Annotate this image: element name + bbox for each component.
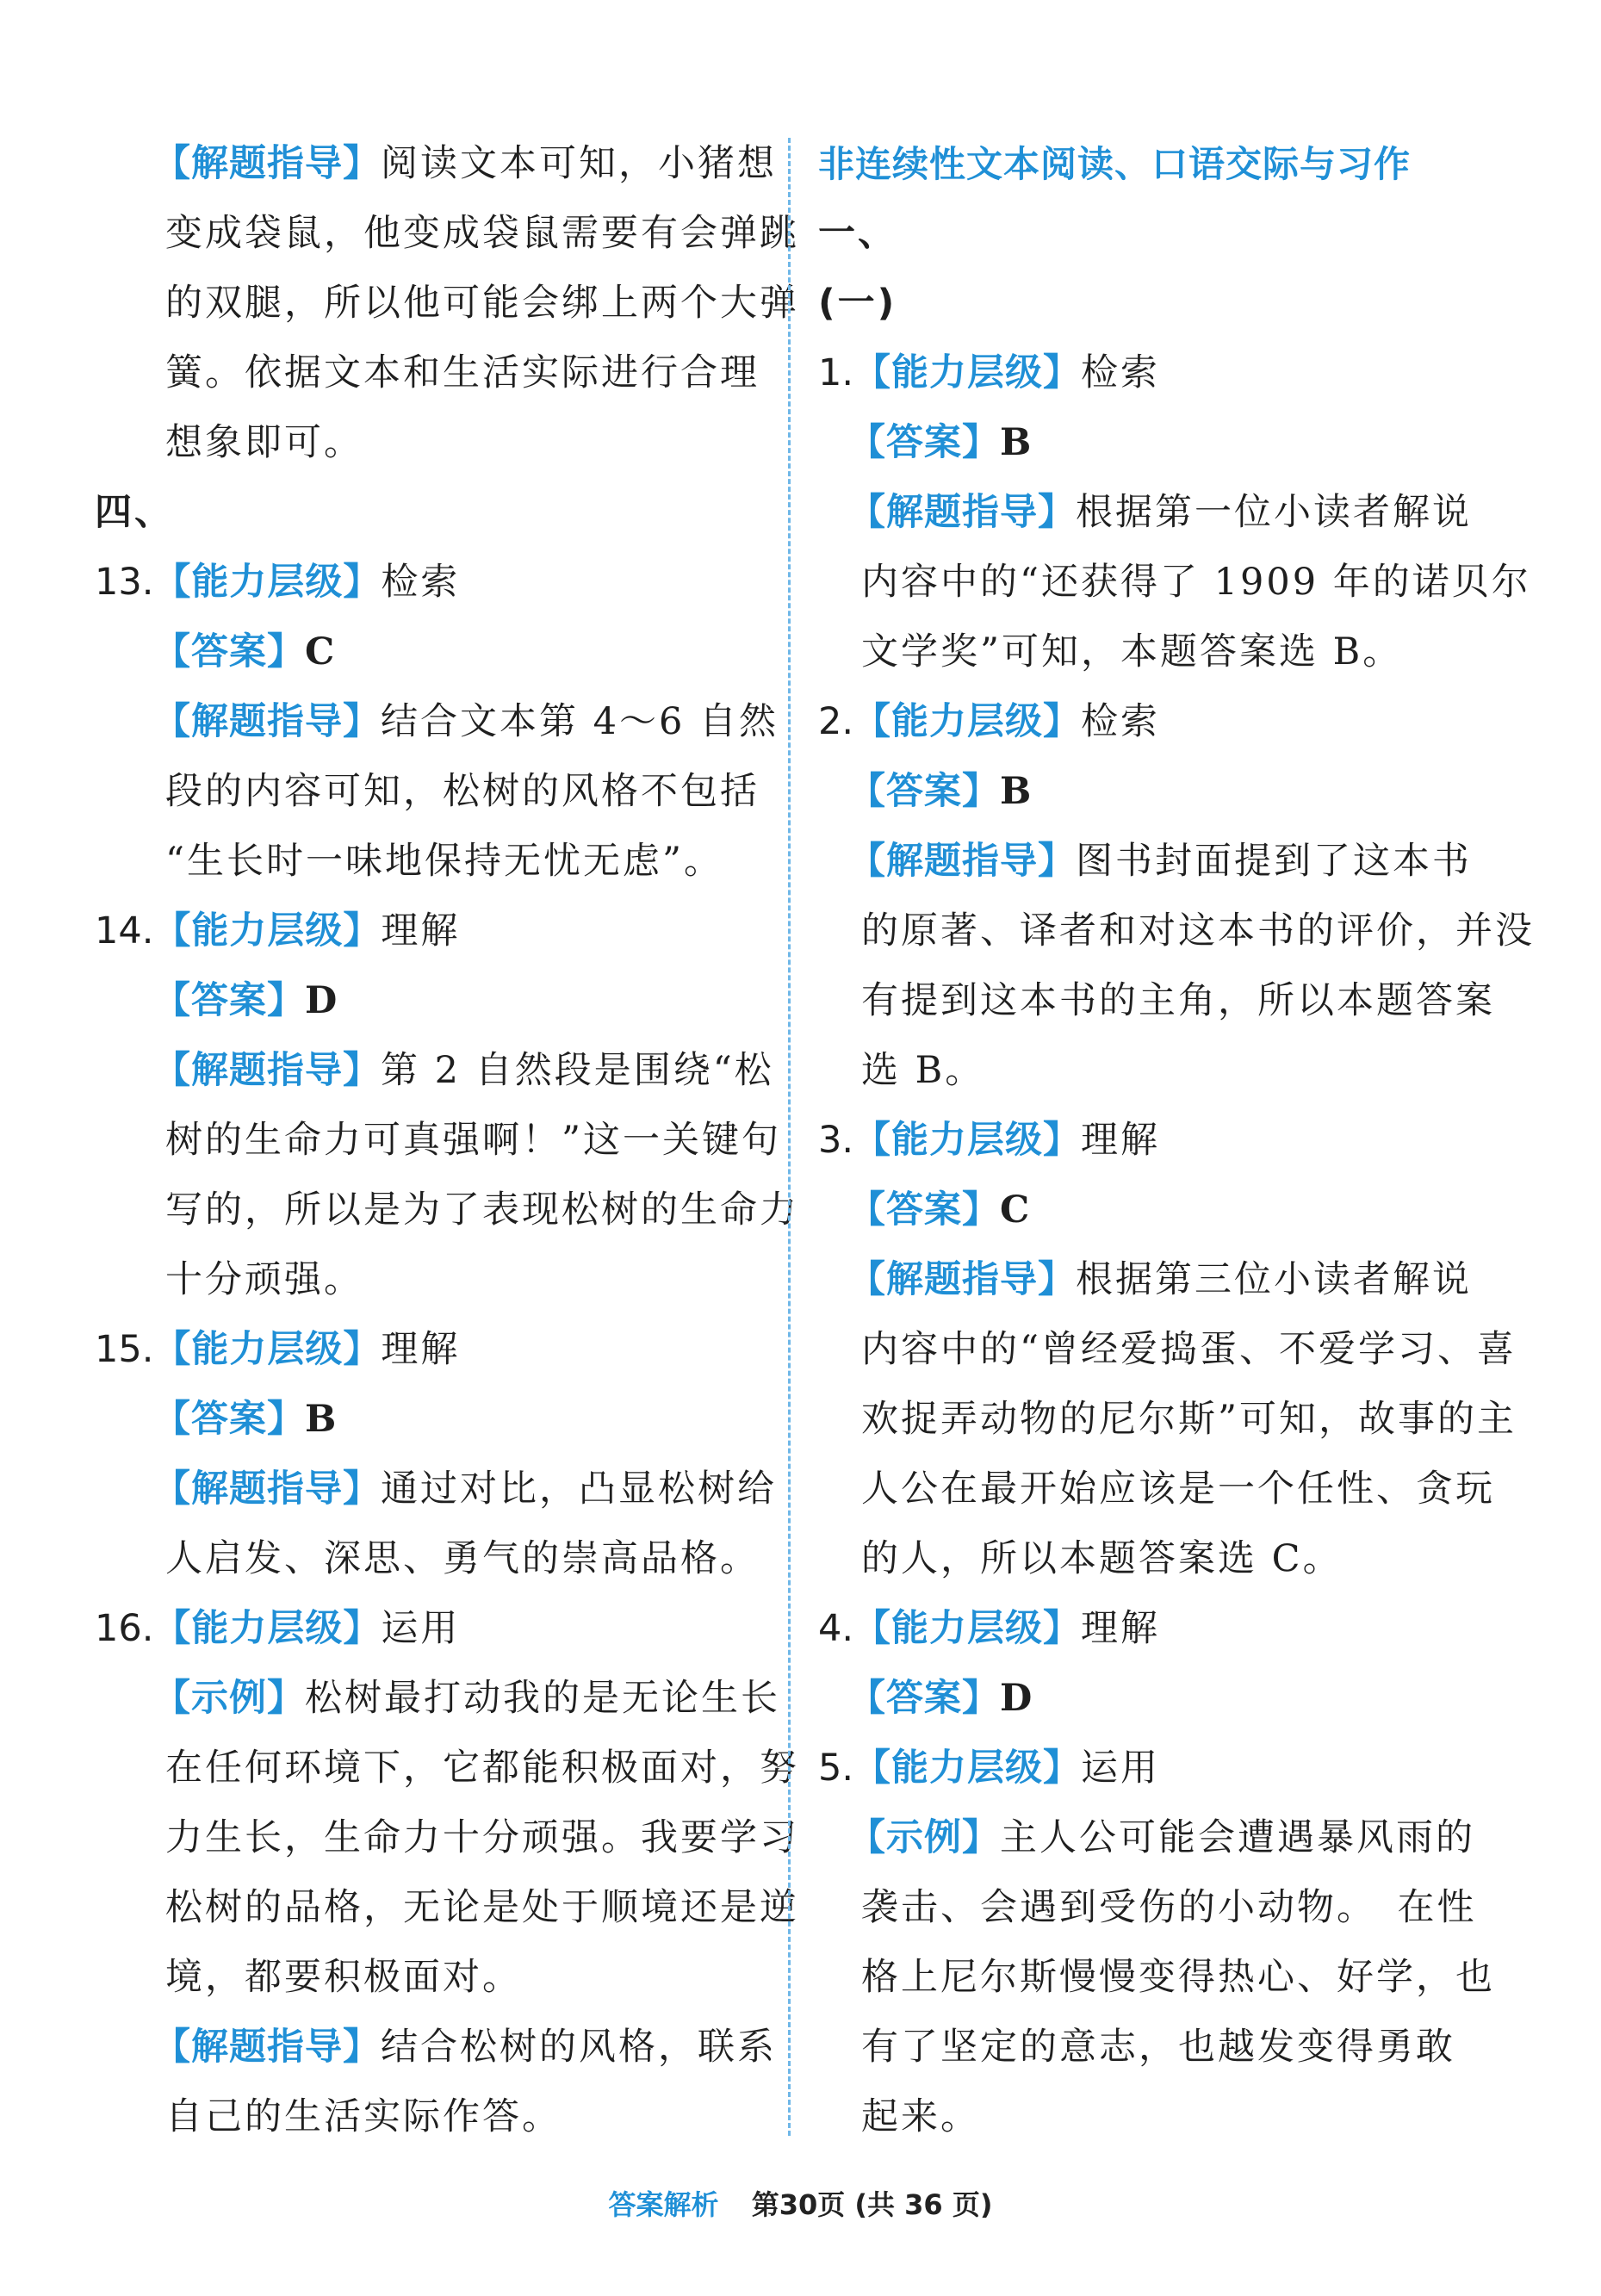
body-text: 袭击、会遇到受伤的小动物。 在性 xyxy=(861,1886,1477,1929)
body-text: 松树的品格，无论是处于顺境还是逆 xyxy=(165,1886,799,1929)
label-tag: 【答案】 xyxy=(153,979,305,1022)
body-text: 结合文本第 4～6 自然 xyxy=(381,700,779,743)
body-text: 在任何环境下，它都能积极面对，努 xyxy=(165,1747,799,1790)
question-number: 4. xyxy=(818,1607,854,1650)
label-tag: 【能力层级】 xyxy=(853,1747,1082,1790)
body-text: 欢捉弄动物的尼尔斯”可知，故事的主 xyxy=(861,1398,1517,1441)
text-line xyxy=(818,1036,1473,1106)
question-number: 5. xyxy=(818,1747,854,1790)
label-tag: 【答案】 xyxy=(848,1188,1000,1232)
body-text: 结合松树的风格，联系 xyxy=(381,2026,777,2069)
text-line xyxy=(818,1455,1495,1524)
body-text: 运用 xyxy=(1081,1747,1161,1790)
heading-text: 一、 xyxy=(818,212,897,255)
text-line xyxy=(95,2013,777,2082)
section-heading xyxy=(95,478,766,548)
heading-text: 四、 xyxy=(95,491,174,534)
text-line xyxy=(95,199,799,269)
text-line xyxy=(95,2082,766,2152)
body-text: 检索 xyxy=(1081,700,1161,743)
text-line xyxy=(95,1315,766,1385)
text-line xyxy=(818,338,1473,408)
answer-letter: C xyxy=(1000,1188,1033,1232)
body-text: 图书封面提到了这本书 xyxy=(1076,840,1472,883)
body-text: 检索 xyxy=(1081,351,1161,394)
text-line xyxy=(818,1664,1473,1734)
answer-letter: D xyxy=(305,979,340,1022)
body-text: 运用 xyxy=(381,1607,461,1650)
text-line xyxy=(818,1245,1473,1315)
text-line xyxy=(818,617,1473,687)
text-line xyxy=(95,897,766,966)
text-line xyxy=(95,1106,781,1176)
label-tag: 【答案】 xyxy=(848,421,1000,464)
label-tag: 【能力层级】 xyxy=(153,1607,382,1650)
label-tag: 【解题指导】 xyxy=(848,1258,1076,1301)
text-line xyxy=(818,1873,1477,1943)
text-line xyxy=(95,408,766,478)
body-text: 理解 xyxy=(381,1328,461,1371)
text-line xyxy=(818,687,1473,757)
answer-letter: B xyxy=(1000,421,1034,464)
text-line xyxy=(95,757,766,827)
text-line xyxy=(95,129,777,199)
label-tag: 【答案】 xyxy=(153,630,305,673)
label-tag: 【解题指导】 xyxy=(153,1049,381,1092)
question-number: 13. xyxy=(95,561,154,604)
label-tag: 【解题指导】 xyxy=(848,840,1076,883)
body-text: 通过对比，凸显松树给 xyxy=(381,1468,777,1511)
label-tag: 【解题指导】 xyxy=(153,2026,381,2069)
text-line xyxy=(95,1594,766,1664)
label-tag: 【能力层级】 xyxy=(853,700,1082,743)
text-line xyxy=(95,1664,780,1734)
label-tag: 【答案】 xyxy=(153,1398,305,1441)
right-column xyxy=(818,129,1535,2152)
text-line xyxy=(95,1036,774,1106)
label-tag: 【能力层级】 xyxy=(853,351,1082,394)
body-text: 人启发、深思、勇气的崇高品格。 xyxy=(165,1537,760,1580)
text-line xyxy=(818,1803,1473,1873)
label-tag: 【能力层级】 xyxy=(153,561,382,604)
text-line xyxy=(818,1385,1517,1455)
section-title xyxy=(818,129,1473,199)
answer-letter: B xyxy=(305,1398,339,1441)
body-text: 变成袋鼠，他变成袋鼠需要有会弹跳 xyxy=(165,212,799,255)
text-line xyxy=(95,617,766,687)
body-text: 理解 xyxy=(1081,1119,1161,1162)
body-text: 阅读文本可知，小猪想 xyxy=(381,142,777,185)
text-line xyxy=(95,338,766,408)
page-number: 第30页 (共 36 页) xyxy=(751,2188,993,2221)
question-number: 16. xyxy=(95,1607,154,1650)
text-line xyxy=(95,827,766,897)
body-text: 文学奖”可知，本题答案选 B。 xyxy=(861,630,1403,673)
body-text: 根据第三位小读者解说 xyxy=(1076,1258,1472,1301)
section-title-text: 非连续性文本阅读、口语交际与习作 xyxy=(818,143,1412,185)
column-divider xyxy=(788,138,791,2136)
body-text: 起来。 xyxy=(861,2095,980,2138)
body-text: 根据第一位小读者解说 xyxy=(1076,491,1472,534)
body-text: 境，都要积极面对。 xyxy=(165,1956,522,1999)
text-line xyxy=(818,1315,1517,1385)
text-line xyxy=(818,1106,1473,1176)
body-text: 力生长，生命力十分顽强。我要学习 xyxy=(165,1816,799,1859)
label-tag: 【能力层级】 xyxy=(153,909,382,953)
body-text: 十分顽强。 xyxy=(165,1258,363,1301)
label-tag: 【答案】 xyxy=(848,1677,1000,1720)
answer-letter: B xyxy=(1000,770,1034,813)
body-text: 松树最打动我的是无论生长 xyxy=(305,1677,780,1720)
label-tag: 【示例】 xyxy=(153,1677,305,1720)
body-text: 段的内容可知，松树的风格不包括 xyxy=(165,770,760,813)
text-line xyxy=(95,1245,766,1315)
text-line xyxy=(818,2082,1473,2152)
section-heading xyxy=(818,199,1473,269)
text-line xyxy=(818,827,1473,897)
text-line xyxy=(95,1455,777,1524)
body-text: 内容中的“还获得了 1909 年的诺贝尔 xyxy=(861,561,1531,604)
body-text: 想象即可。 xyxy=(165,421,363,464)
page-footer xyxy=(0,2183,1601,2223)
text-line xyxy=(818,478,1473,548)
label-tag: 【解题指导】 xyxy=(153,142,381,185)
body-text: 内容中的“曾经爱捣蛋、不爱学习、喜 xyxy=(861,1328,1517,1371)
text-line xyxy=(95,548,766,617)
body-text: 的原著、译者和对这本书的评价，并没 xyxy=(861,909,1535,953)
question-number: 14. xyxy=(95,909,154,953)
answer-letter: D xyxy=(1000,1677,1035,1720)
text-line xyxy=(818,1524,1473,1594)
body-text: 的双腿，所以他可能会绑上两个大弹 xyxy=(165,282,799,325)
text-line xyxy=(95,687,779,757)
label-tag: 【能力层级】 xyxy=(153,1328,382,1371)
text-line xyxy=(95,1943,766,2013)
text-line xyxy=(818,548,1531,617)
body-text: 簧。依据文本和生活实际进行合理 xyxy=(165,351,760,394)
text-line xyxy=(818,408,1473,478)
text-line xyxy=(95,966,766,1036)
body-text: 树的生命力可真强啊！”这一关键句 xyxy=(165,1119,781,1162)
body-text: 检索 xyxy=(381,561,461,604)
text-line xyxy=(818,2013,1473,2082)
body-text: 写的，所以是为了表现松树的生命力 xyxy=(165,1188,799,1232)
text-line xyxy=(818,897,1535,966)
label-tag: 【解题指导】 xyxy=(153,1468,381,1511)
text-line xyxy=(818,966,1495,1036)
label-tag: 【解题指导】 xyxy=(848,491,1076,534)
body-text: 自己的生活实际作答。 xyxy=(165,2095,562,2138)
footer-label: 答案解析 xyxy=(608,2188,719,2221)
text-line xyxy=(95,1873,799,1943)
text-line xyxy=(95,1803,799,1873)
body-text: 选 B。 xyxy=(861,1049,985,1092)
section-heading xyxy=(818,269,1473,338)
question-number: 1. xyxy=(818,351,854,394)
question-number: 15. xyxy=(95,1328,154,1371)
label-tag: 【能力层级】 xyxy=(853,1607,1082,1650)
text-line xyxy=(818,1176,1473,1245)
question-number: 2. xyxy=(818,700,854,743)
body-text: 有提到这本书的主角，所以本题答案 xyxy=(861,979,1495,1022)
body-text: 理解 xyxy=(1081,1607,1161,1650)
label-tag: 【示例】 xyxy=(848,1816,1000,1859)
text-line xyxy=(818,1734,1473,1803)
label-tag: 【解题指导】 xyxy=(153,700,381,743)
body-text: “生长时一味地保持无忧无虑”。 xyxy=(165,840,723,883)
text-line xyxy=(95,1385,766,1455)
text-line xyxy=(818,1594,1473,1664)
body-text: 主人公可能会遭遇暴风雨的 xyxy=(1000,1816,1475,1859)
body-text: 有了坚定的意志，也越发变得勇敢 xyxy=(861,2026,1455,2069)
text-line xyxy=(818,1943,1495,2013)
text-line xyxy=(95,1734,799,1803)
heading-text: (一) xyxy=(818,282,897,325)
label-tag: 【能力层级】 xyxy=(853,1119,1082,1162)
body-text: 第 2 自然段是围绕“松 xyxy=(381,1049,774,1092)
text-line xyxy=(95,1524,766,1594)
text-line xyxy=(818,757,1473,827)
question-number: 3. xyxy=(818,1119,854,1162)
answer-letter: C xyxy=(305,630,338,673)
left-column xyxy=(95,129,799,2152)
body-text: 的人，所以本题答案选 C。 xyxy=(861,1537,1343,1580)
text-line xyxy=(95,269,799,338)
body-text: 格上尼尔斯慢慢变得热心、好学，也 xyxy=(861,1956,1495,1999)
label-tag: 【答案】 xyxy=(848,770,1000,813)
body-text: 理解 xyxy=(381,909,461,953)
text-line xyxy=(95,1176,799,1245)
body-text: 人公在最开始应该是一个任性、贪玩 xyxy=(861,1468,1495,1511)
